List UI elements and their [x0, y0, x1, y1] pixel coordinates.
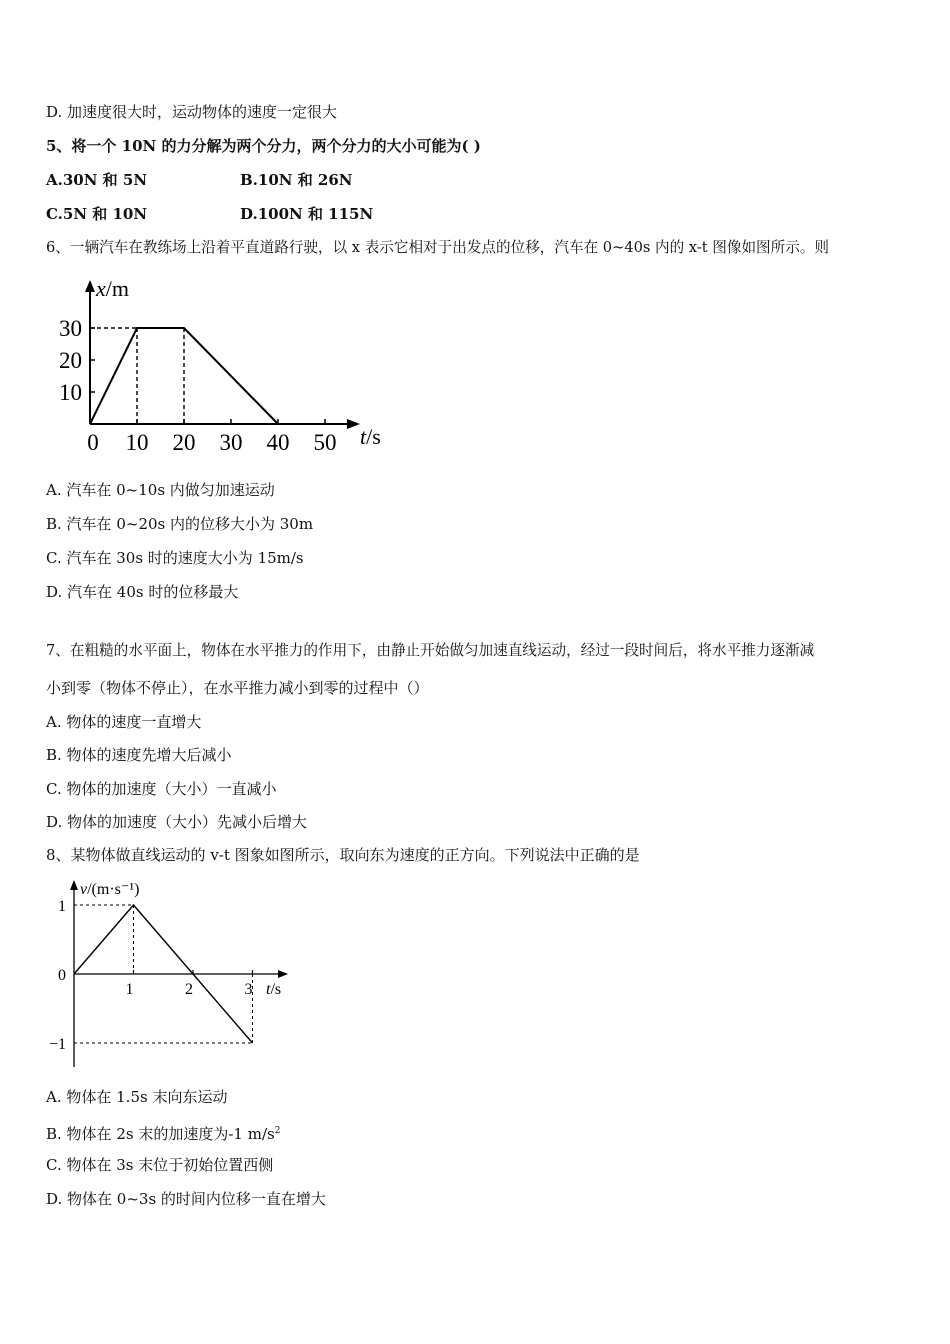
- y-tick-label: −1: [48, 1036, 66, 1053]
- q5-option-a: A.30N 和 5N: [46, 171, 148, 189]
- x-tick-label: 40: [266, 430, 290, 455]
- q8-option-b-sup: 2: [274, 1126, 281, 1136]
- x-tick-label: 50: [313, 430, 337, 455]
- y-tick-label: 10: [59, 380, 82, 405]
- q8-stem: 8、某物体做直线运动的 v-t 图象如图所示，取向东为速度的正方向。下列说法中正确的是: [46, 846, 640, 864]
- x-tick-label: 0: [87, 430, 99, 455]
- x-tick-label: 10: [125, 430, 149, 455]
- x-axis-arrow: [347, 419, 360, 429]
- y-axis-arrow: [85, 280, 95, 292]
- q6-xt-graph: [50, 272, 400, 462]
- q8-vt-graph: [40, 872, 310, 1072]
- q8-option-b: [46, 1121, 280, 1144]
- q7-option-a: A. 物体的速度一直增大: [46, 713, 202, 731]
- q5-stem: 5、将一个 10N 的力分解为两个分力，两个分力的大小可能为( ): [46, 137, 481, 155]
- q6-option-b: B. 汽车在 0~20s 内的位移大小为 30m: [46, 515, 314, 533]
- x-tick-label: 2: [185, 981, 193, 998]
- q7-option-d: D. 物体的加速度（大小）先减小后增大: [46, 813, 308, 831]
- y-axis-label: v/(m·s⁻¹): [80, 881, 140, 898]
- x-axis-label: t/s: [266, 981, 282, 998]
- x-tick-label: 30: [219, 430, 243, 455]
- y-tick-label: 30: [59, 316, 82, 341]
- q6-stem: 6、一辆汽车在教练场上沿着平直道路行驶，以 x 表示它相对于出发点的位移，汽车在 0~40s 内的 x-t 图像如图所示。则: [46, 239, 830, 256]
- q6-option-a: A. 汽车在 0~10s 内做匀加速运动: [46, 481, 275, 499]
- q8-option-c: C. 物体在 3s 末位于初始位置西侧: [46, 1156, 274, 1174]
- y-axis-label: x/m: [96, 276, 129, 301]
- x-axis-label: t/s: [360, 424, 381, 449]
- x-tick-label: 3: [244, 981, 253, 998]
- q7-option-b: B. 物体的速度先增大后减小: [46, 746, 232, 764]
- y-axis-arrow: [70, 880, 78, 890]
- q8-option-a: A. 物体在 1.5s 末向东运动: [46, 1088, 228, 1106]
- q7-stem-line1: 7、在粗糙的水平面上，物体在水平推力的作用下，由静止开始做匀加速直线运动，经过一段时间后，将水平推力逐渐减: [46, 642, 815, 659]
- q8-option-d: D. 物体在 0~3s 的时间内位移一直在增大: [46, 1190, 326, 1208]
- q5-option-b: B.10N 和 26N: [240, 171, 353, 189]
- q6-option-c: C. 汽车在 30s 时的速度大小为 15m/s: [46, 549, 304, 567]
- q5-option-c: C.5N 和 10N: [46, 205, 148, 223]
- y-tick-label: 20: [59, 348, 82, 373]
- q8-option-b-text: B. 物体在 2s 末的加速度为-1 m/s: [46, 1125, 275, 1143]
- q7-option-c: C. 物体的加速度（大小）一直减小: [46, 780, 277, 798]
- x-tick-label: 1: [125, 981, 134, 998]
- x-axis-arrow: [278, 970, 288, 978]
- q4-option-d: D. 加速度很大时，运动物体的速度一定很大: [46, 103, 338, 121]
- y-tick-label: 1: [58, 898, 66, 915]
- y-tick-label: 0: [58, 967, 66, 984]
- q5-option-d: D.100N 和 115N: [240, 205, 374, 223]
- q7-stem-line2: 小到零（物体不停止），在水平推力减小到零的过程中（）: [46, 679, 429, 697]
- x-tick-label: 20: [172, 430, 196, 455]
- q6-option-d: D. 汽车在 40s 时的位移最大: [46, 583, 239, 601]
